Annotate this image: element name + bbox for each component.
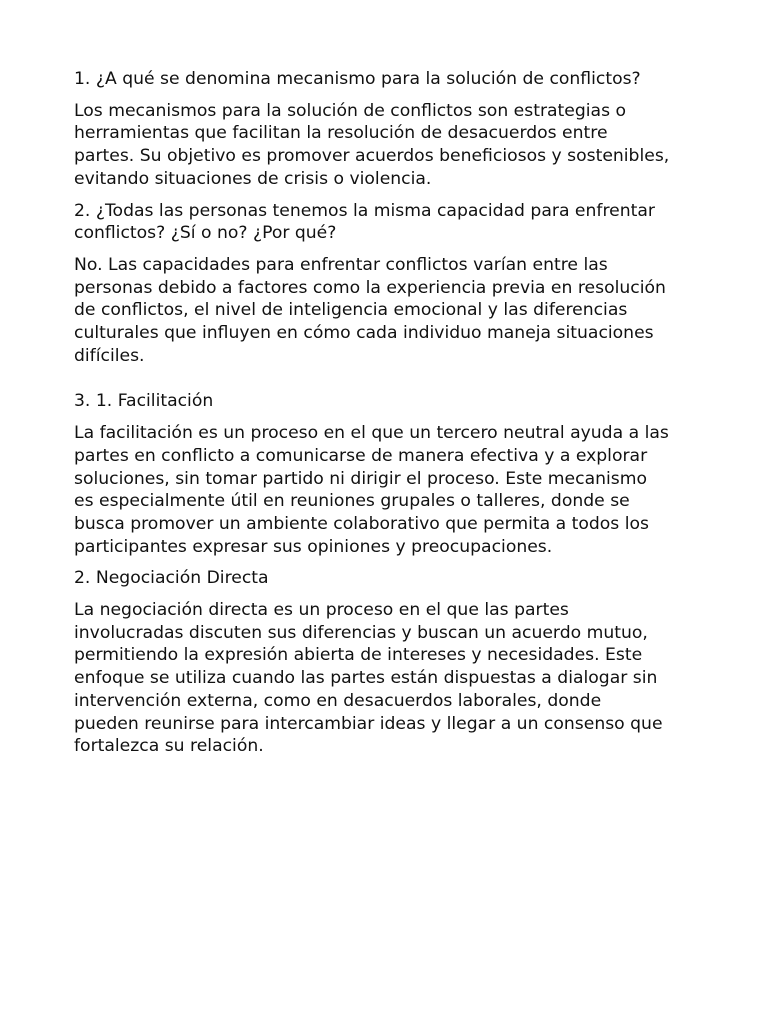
answer-3-negociacion: La negociación directa es un proceso en el que las partes involucradas discuten sus diferencias y buscan un acuerdo mutuo, permitiendo la expresión abierta de intereses y necesidades. Este enfoque se utiliza cuando las partes están dispuestas a dialogar sin intervención externa, como en desacuerdos laborales, donde pueden reunirse para intercambiar ideas y llegar a un consenso que fortalezca su relación. — [74, 600, 663, 757]
answer-2: No. Las capacidades para enfrentar conflictos varían entre las personas debido a factores como la experiencia previa en resolución de conflictos, el nivel de inteligencia emocional y las diferencias culturales que influyen en cómo cada individuo maneja situaciones difíciles. — [74, 254, 666, 366]
question-3-heading-negociacion: 2. Negociación Directa — [74, 568, 269, 589]
answer-1: Los mecanismos para la solución de conflictos son estrategias o herramientas que facilitan la resolución de desacuerdos entre partes. Su objetivo es promover acuerdos beneficiosos y sostenibles, evitando situaciones de crisis o violencia. — [74, 100, 670, 189]
question-3-heading-facilitacion: 3. 1. Facilitación — [74, 391, 214, 412]
answer-3-facilitacion: La facilitación es un proceso en el que un tercero neutral ayuda a las partes en conflicto a comunicarse de manera efectiva y a explorar soluciones, sin tomar partido ni dirigir el proceso. Este mecanismo es especialmente útil en reuniones grupales o talleres, donde se busca promover un ambiente colaborativo que permita a todos los participantes expresar sus opiniones y preocupaciones. — [74, 423, 669, 557]
question-2: 2. ¿Todas las personas tenemos la misma capacidad para enfrentar conflictos? ¿Sí o no? ¿Por qué? — [74, 200, 655, 244]
document-page — [74, 68, 696, 767]
question-1: 1. ¿A qué se denomina mecanismo para la solución de conflictos? — [74, 69, 641, 89]
